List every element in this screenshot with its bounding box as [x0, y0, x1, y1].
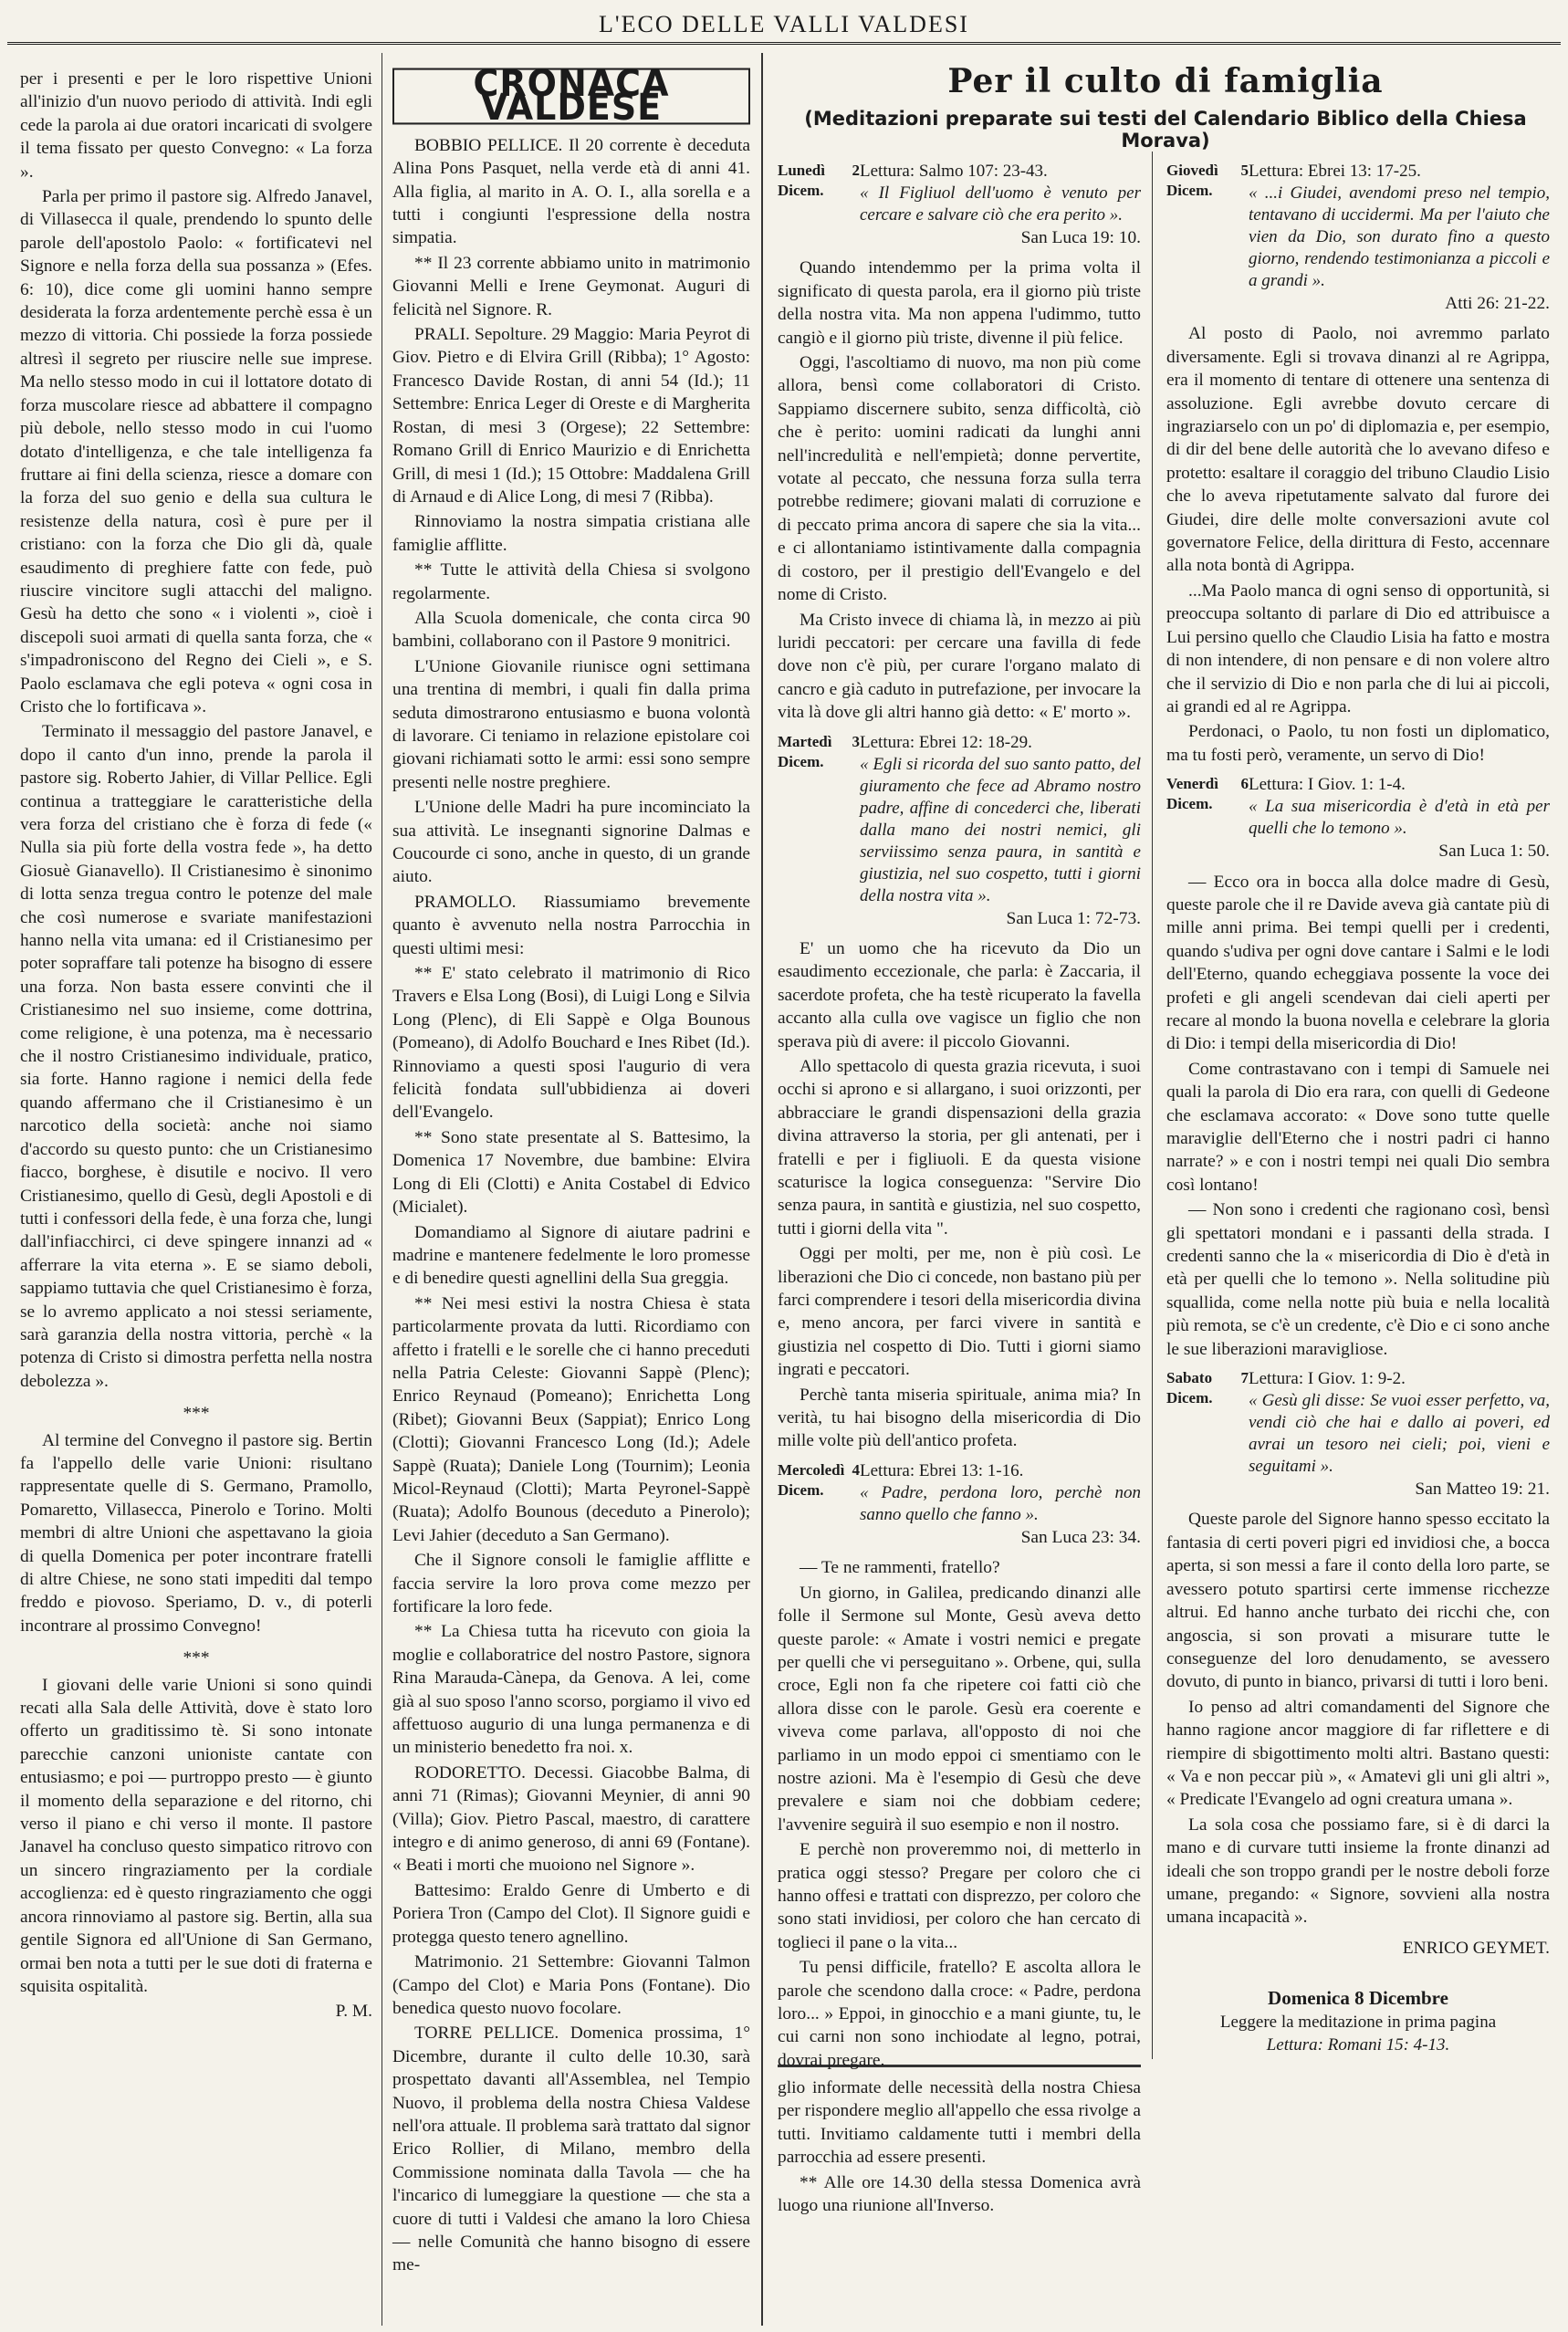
- meditation-reading-block: [1249, 161, 1550, 292]
- col4-signature: ENRICO GEYMET.: [1402, 1938, 1550, 1958]
- newspaper-title: L'ECO DELLE VALLI VALDESI: [599, 11, 969, 37]
- meditation-header: [778, 161, 1141, 226]
- meditation-paragraph: Oggi, l'ascoltiamo di nuovo, ma non più come allora, bensì come collaboratori di Cristo. Sappiamo discernere subito, senza difficoltà, ciò che è perito: uomini radicati da lunghi anni nell'incredulità e nell'empietà; donne pervertite, votate al peccato, che nessuna forza sulla terra potrebbe redimere; giovani malati di corruzione e di peccato prima ancora di sapere che sia la vita... e ci allontaniamo istintivamente dalla compagnia di costoro, per il prestigio dell'Evangelo e del nome di Cristo.: [778, 353, 1141, 605]
- meditation-reference: San Matteo 19: 21.: [1415, 1480, 1550, 1500]
- meditation-reading: Lettura: Ebrei 12: 18-29.: [860, 732, 1032, 752]
- col3-continuation-paragraph: ** Alle ore 14.30 della stessa Domenica avrà luogo una riunione all'Inverso.: [778, 2172, 1141, 2216]
- cronaca-paragraph: ** E' stato celebrato il matrimonio di Rico Travers e Elsa Long (Bosi), di Luigi Long e Silvia Long (Plenc), di Eli Sappè e Olga Bounous (Pomeano), di Adolfo Bouchard e Ines Ribet (Id.). Rinnoviamo a questi sposi l'augurio di vera felicità fondata sull'ubbidienza ai doveri dell'Evangelo.: [392, 964, 750, 1123]
- meditation-day: [1166, 774, 1550, 1361]
- meditation-reading: Lettura: Salmo 107: 23-43.: [860, 162, 1048, 181]
- col1-paragraph-0: per i presenti e per le loro rispettive Unioni all'inizio d'un nuovo periodo di attività. Indi egli cede la parola ai due oratori incaricati di svolgere il tema fissato per questo Convegno: « La forza ».: [20, 69, 372, 182]
- meditation-day: [778, 732, 1141, 1453]
- meditation-reference: San Luca 1: 72-73.: [1006, 908, 1141, 928]
- meditation-reference: San Luca 19: 10.: [1020, 228, 1141, 247]
- meditation-reference: San Luca 1: 50.: [1438, 842, 1550, 862]
- meditation-paragraph: ...Ma Paolo manca di ogni senso di opportunità, si preoccupa soltanto di parlare di Dio ed attribuisce a Lui persino quello che Claudio Lisia ha fatto e mostra di non intendere, di non pensare e di non volere altro che il servizio di Dio e non parla che di lui ai piccoli, ai grandi ed al re Agrippa.: [1166, 580, 1550, 716]
- meditation-paragraph: E perchè non proveremmo noi, di metterlo in pratica oggi stesso? Pregare per coloro che ci hanno offesi e trattati con disprezzo, per coloro che sono stati invidiosi, per coloro che han cercato di toglieci il pane o la vita...: [778, 1840, 1141, 1952]
- cronaca-paragraph: ** Nei mesi estivi la nostra Chiesa è stata particolarmente provata da lutti. Ricordiamo con affetto i fratelli e le sorelle che ci hanno preceduti nella Patria Celeste: Giovanni Sappè (Plenc); Enrico Reynaud (Pomeano); Enrichetta Long (Ribet); Giovanni Beux (Sappiat); Enrico Long (Clotti); Giovanni Francesco Long (Id.); Adele Sappè (Ruata); Daniele Long (Tournim); Leonia Micol-Reynaud (Clotti); Marta Peyronel-Sappè (Ruata); Adolfo Bounous (deceduto a Pinerolo); Levi Jahier (deceduto a San Germano).: [392, 1293, 750, 1545]
- meditation-dayname: Venerdì 6 Dicem.: [1166, 775, 1249, 813]
- meditation-paragraph: Io penso ad altri comandamenti del Signore che hanno ragione ancor maggiore di far riflettere e di riempire di sbigottimento molti altri. Bastano questi: « Va e non peccar più », « Amatevi gli uni gli altri », « Predicate l'Evangelo ad ogni creatura umana ».: [1166, 1697, 1550, 1810]
- meditation-reading: Lettura: Ebrei 13: 1-16.: [860, 1460, 1024, 1480]
- col1-stars-2: ***: [183, 1648, 210, 1668]
- meditation-reading-block: [860, 161, 1141, 226]
- meditation-paragraph: — Te ne rammenti, fratello?: [800, 1558, 1000, 1578]
- cronaca-paragraph: PRAMOLLO. Riassumiamo brevemente quanto è avvenuto nella nostra Parrocchia in questi ultimi mesi:: [392, 892, 750, 958]
- meditation-paragraph: Perchè tanta miseria spirituale, anima mia? In verità, tu hai bisogno della misericordia di Dio mille volte più dell'antico profeta.: [778, 1385, 1141, 1451]
- cronaca-paragraph: BOBBIO PELLICE. Il 20 corrente è deceduta Alina Pons Pasquet, nella verde età di anni 41. Alla figlia, al marito in A. O. I., alla sorella e a tutti i congiunti l'espressione della nostra simpatia.: [392, 135, 750, 248]
- column-4-meditations: [1166, 153, 1550, 2055]
- meditation-quote: « ...i Giudei, avendomi preso nel tempio, tentavano di uccidermi. Ma per l'aiuto che vien da Dio, son durato fino a questo giorno, rendendo testimonianza a piccoli e a grandi ».: [1249, 183, 1550, 290]
- cronaca-paragraph: Domandiamo al Signore di aiutare padrini e madrine e mantenere fedelmente le loro promesse e di benedire questi agnellini della Sua greggia.: [392, 1222, 750, 1289]
- meditation-header: [778, 732, 1141, 907]
- meditation-paragraph: Tu pensi difficile, fratello? E ascolta allora le parole che scendono dalla croce: « Padre, perdona loro... » Eppoi, in ginocchio e a mani giunte, tu, le cui carni non sono inchiodate al legno, potrai, dovrai pregare.: [778, 1958, 1141, 2070]
- cronaca-paragraph: RODORETTO. Decessi. Giacobbe Balma, di anni 71 (Rimas); Giovanni Meynier, di anni 90 (Villa); Giov. Pietro Pascal, maestro, di carattere integro e di animo generoso, di anni 69 (Fontane). « Beati i morti che muoiono nel Signore ».: [392, 1762, 750, 1876]
- meditation-header: [1166, 1368, 1550, 1478]
- col1-paragraph-2: Terminato il messaggio del pastore Janavel, e dopo il canto d'un inno, prende la parola il pastore sig. Roberto Jahier, di Villar Pellice. Egli continua a tratteggiare le caratteristiche della vera forza del cristiano che è forza di fede (« Nulla sia più forte della vostra fede », ha detto Giosuè Gianavello). Il Cristianesimo è sinonimo di lotta senza tregua contro le potenze del male che così numerose e svariate manifestazioni hanno nella vita umana: ed il Cristianesimo per poter sopraffare tali potenze ha bisogno di essere una forza. Non basta essere convinti che il Cristianesimo nel suo insieme, come dottrina, come religione, è una potenza, ma è necessario che il nostro Cristianesimo individuale, pratico, sia forte. Hanno ragione i nemici della fede quando affermano che il Cristianesimo è un narcotico della società: anche noi siamo d'accordo su questo punto: che un Cristianesimo fiacco, borghese, è disutile e nocivo. Il vero Cristianesimo, quello di Gesù, degli Apostoli e di tutti i confessori della fede, è una forza che, lungi dall'infiacchirci, ci deve spingere innanzi ad « afferrare la vita eterna ». E se siamo deboli, sappiamo tuttavia che quel Cristianesimo è forza, se lo avremo applicato a noi stessi seriamente, sarà garanzia della nostra vittoria, perchè « la potenza di Cristo si dimostra perfetta nella nostra debolezza ».: [20, 722, 372, 1391]
- meditation-reading-block: [1249, 774, 1550, 840]
- meditation-paragraph: Perdonaci, o Paolo, tu non fosti un diplomatico, ma tu fosti però, veramente, un servo di Dio!: [1166, 722, 1550, 765]
- column-1: [20, 68, 372, 2112]
- culto-title: Per il culto di famiglia: [947, 62, 1384, 100]
- meditation-day: [778, 1460, 1141, 2072]
- meditation-header: [1166, 161, 1550, 292]
- cronaca-paragraph: Matrimonio. 21 Settembre: Giovanni Talmon (Campo del Clot) e Maria Pons (Fontane). Dio benedica questo nuovo focolare.: [392, 1952, 750, 2018]
- meditation-paragraph: Come contrastavano con i tempi di Samuele nei quali la parola di Dio era rara, con quelli di Gedeone che esclamava accorato: « Dove sono tutte quelle maraviglie dell'Eterno che i nostri padri ci hanno narrate? » e con i nostri tempi nei quali Dio sembra così lontano!: [1166, 1059, 1550, 1195]
- meditation-reference: San Luca 23: 34.: [1020, 1527, 1141, 1547]
- meditation-paragraph: — Non sono i credenti che ragionano così, bensì gli spettatori mondani e i passanti della strada. I credenti sanno che la « misericordia di Dio è d'età in età per quelli che lo temono ». Nella solitudine più squallida, come nella notte più buia e nella località più remota, se c'è un credente, c'è Dio e ci sono anche le sue liberazioni maravigliose.: [1166, 1200, 1550, 1359]
- meditation-day: [1166, 1368, 1550, 1929]
- meditation-reading: Lettura: I Giov. 1: 1-4.: [1249, 775, 1406, 795]
- meditation-reading-block: [860, 1460, 1141, 1526]
- meditation-paragraph: Allo spettacolo di questa grazia ricevuta, i suoi occhi si aprono e si allargano, i suoi orizzonti, per abbracciare le grandi dispensazioni della grazia divina attraverso la storia, per gli antenati, per i fratelli e per i figliuoli. E da questa visione scaturisce la logica conseguenza: "Servire Dio senza paura, in santità e giustizia, nel suo cospetto, tutti i giorni della vita ".: [778, 1056, 1141, 1239]
- column-3-meditations: [778, 153, 1141, 2070]
- meditation-reading: Lettura: Ebrei 13: 17-25.: [1249, 162, 1421, 181]
- cronaca-paragraph: Che il Signore consoli le famiglie afflitte e faccia servire la loro prova come mezzo per fortificare la loro fede.: [392, 1551, 750, 1616]
- meditation-paragraph: — Ecco ora in bocca alla dolce madre di Gesù, queste parole che il re Davide aveva già cantate più di mille anni prima. Bei tempi quelli per i credenti, quando s'udiva per ogni dove cantare i Salmi e le lodi dell'Eterno, quando echeggiava possente la voce dei profeti e gli angeli scendevan dai cieli aperti per recare al mondo la buona novella e celebrare la gloria di Dio: i tempi della misericordia di Dio!: [1166, 872, 1550, 1054]
- sunday-title: Domenica 8 Dicembre: [1268, 1987, 1448, 2010]
- cronaca-title: CRONACA VALDESE: [392, 68, 750, 125]
- col1-paragraph-4: I giovani delle varie Unioni si sono quindi recati alla Sala delle Attività, dove è stato loro offerto un graditissimo tè. Si sono intonate parecchie canzoni unioniste cantate con entusiasmo; e poi — purtroppo presto — è giunto il momento della separazione e del ritorno, chi verso il piano e chi verso il monte. Il pastore Janavel ha concluso questo simpatico ritrovo con un sincero ringraziamento per la cordiale accoglienza: ed è questo ringraziamento che oggi ancora rinnoviamo al pastore sig. Bertin, alla sua gentile Signora ed all'Unione di San Germano, ormai ben nota a tutti per le sue doti di fraterna e squisita ospitalità.: [20, 1675, 372, 1996]
- stars-rule: [20, 2116, 372, 2117]
- sunday-line-1: Leggere la meditazione in prima pagina: [1219, 2012, 1497, 2032]
- meditation-header: [778, 1460, 1141, 1526]
- cronaca-paragraph: L'Unione Giovanile riunisce ogni settimana una trentina di membri, i quali fin dalla prima seduta dimostrarono entusiasmo e buona volontà di lavorare. Ci teniamo in relazione epistolare coi giovani richiamati sotto le armi: essi sono sempre presenti nelle nostre preghiere.: [392, 656, 750, 792]
- meditation-day: [1166, 161, 1550, 767]
- meditation-reading: Lettura: I Giov. 1: 9-2.: [1249, 1369, 1406, 1389]
- meditation-paragraph: La sola cosa che possiamo fare, si è di darci la mano e di curvare tutti insieme la fronte dinanzi ad ideali che son troppo grandi per le nostre deboli forze umane, pregando: « Signore, sovvieni alla nostra umana incapacità ».: [1166, 1814, 1550, 1928]
- meditation-dayname: Giovedì 5 Dicem.: [1166, 162, 1249, 199]
- cronaca-paragraph: L'Unione delle Madri ha pure incominciato la sua attività. Le insegnanti signorine Dalmas e Coucourde ci sono, anche in questo, di un grande aiuto.: [392, 798, 750, 887]
- col1-signature: P. M.: [335, 2002, 372, 2022]
- cronaca-paragraph: ** Tutte le attività della Chiesa si svolgono regolarmente.: [392, 560, 750, 603]
- meditation-reference: Atti 26: 21-22.: [1445, 294, 1550, 313]
- cronaca-paragraph: Rinnoviamo la nostra simpatia cristiana alle famiglie afflitte.: [392, 512, 750, 555]
- meditation-quote: « Egli si ricorda del suo santo patto, del giuramento che fece ad Abramo nostro padre, affine di concederci che, liberati dalla mano dei nostri nemici, gli serviissimo senza paura, in santità e giustizia, nel suo cospetto, tutti i giorni della nostra vita ».: [860, 754, 1141, 905]
- cronaca-paragraph: ** Sono state presentate al S. Battesimo, la Domenica 17 Novembre, due bambine: Elvira Long di Eli (Clotti) e Anita Costabel di Edvico (Micialet).: [392, 1127, 750, 1218]
- meditation-paragraph: E' un uomo che ha ricevuto da Dio un esaudimento eccezionale, che parla: è Zaccaria, il sacerdote profeta, che ha testè ricuperato la favella accanto alla culla ove vagisce un figlio che non sperava più di avere: il piccolo Giovanni.: [778, 938, 1141, 1051]
- meditation-quote: « Padre, perdona loro, perchè non sanno quello che fanno ».: [860, 1482, 1141, 1524]
- newspaper-header: [7, 7, 1561, 45]
- meditation-quote: « La sua misericordia è d'età in età per quelli che lo temono ».: [1249, 797, 1550, 839]
- meditation-day: [778, 161, 1141, 725]
- meditation-dayname: Sabato 7 Dicem.: [1166, 1369, 1249, 1407]
- column-rule-3: [1152, 152, 1153, 2059]
- meditation-paragraph: Oggi per molti, per me, non è più così. Le liberazioni che Dio ci concede, non bastano più per farci comprendere i tesori della misericordia divina e, meno ancora, per farci vivere in santità e giustizia nel cospetto di Dio. Tutti i giorni siamo ingrati e peccatori.: [778, 1244, 1141, 1380]
- col1-paragraph-3: Al termine del Convegno il pastore sig. Bertin fa l'appello delle varie Unioni: risultano rappresentate quelle di S. Germano, Pramollo, Pomaretto, Villasecca, Pinerolo e Torino. Molti membri di altre Unioni che aspettavano la gioia di quella Domenica per poter incontrare fratelli di altre Chiese, ne sono stati impediti dal tempo freddo e piovoso. Speriamo, D. v., di poterli incontrare al prossimo Convegno!: [20, 1430, 372, 1636]
- col1-stars-1: ***: [183, 1404, 210, 1424]
- meditation-quote: « Il Figliuol dell'uomo è venuto per cercare e salvare ciò che era perito ».: [860, 183, 1141, 225]
- column-3-continuation: [778, 2076, 1141, 2323]
- column-2-cronaca: [392, 62, 750, 2295]
- meditation-paragraph: Queste parole del Signore hanno spesso eccitato la fantasia di certi poveri pigri ed invidiosi che, a bocca aperta, si son messi a fare il conto della loro parte, se avessero potuto spartirsi certe immense ricchezze altrui. Ed hanno anche turbato dei ricchi che, con angoscia, si son provati a misurare tutte le conseguenze del loro denudamento, se avessero dovuto, di punto in bianco, privarsi di tutti i loro beni.: [1166, 1510, 1550, 1692]
- cronaca-paragraph: ** La Chiesa tutta ha ricevuto con gioia la moglie e collaboratrice del nostro Pastore, signora Rina Marauda-Cànepa, da Genova. A lei, come già al suo sposo l'anno scorso, porgiamo il vivo ed affettuoso augurio di una lunga permanenza e di un ministerio benedetto fra noi. x.: [392, 1622, 750, 1758]
- cronaca-paragraph: PRALI. Sepolture. 29 Maggio: Maria Peyrot di Giov. Pietro e di Elvira Grill (Ribba); 1° Agosto: Francesco Davide Rostan, di anni 54 (Id.); 11 Settembre: Enrica Leger di Oreste e di Margherita Rostan, di mesi 3 (Orgese); 22 Settembre: Romano Grill di Enrico Maurizio e di Enrichetta Grill, di mesi 1 (Id.); 15 Ottobre: Maddalena Grill di Arnaud e di Alice Long, di mesi 7 (Ribba).: [392, 325, 750, 507]
- sunday-line-2: Lettura: Romani 15: 4-13.: [1266, 2034, 1450, 2055]
- meditation-paragraph: Ma Cristo invece di chiama là, in mezzo ai più luridi peccatori: per cercare una favilla di fede dove non c'è più, per curare l'organo malato di cancro e già caduto in putrefazione, per invocare la vita là dove gli altri hanno già detto: « E' morto ».: [778, 610, 1141, 723]
- meditation-quote: « Gesù gli disse: Se vuoi esser perfetto, va, vendi ciò che hai e dallo ai poveri, ed avrai un tesoro nei cieli; poi, vieni e seguitami ».: [1249, 1391, 1550, 1477]
- col3-continuation-paragraph: glio informate delle necessità della nostra Chiesa per rispondere meglio all'appello che essa rivolge a tutti. Invitiamo caldamente tutti i membri della parrocchia ad essere presenti.: [778, 2078, 1141, 2168]
- meditation-reading-block: [1249, 1368, 1550, 1478]
- culto-subtitle: (Meditazioni preparate sui testi del Calendario Biblico della Chiesa Morava): [804, 108, 1527, 152]
- col1-paragraph-1: Parla per primo il pastore sig. Alfredo Janavel, di Villasecca il quale, prendendo lo spunto delle parole dell'apostolo Paolo: « fortificatevi nel Signore e nella forza della sua possanza » (Efes. 6: 10), dice come gli uomini hanno sempre desiderata la forza ardentemente perchè essa è un mezzo di vittoria. Chi possiede la forza possiede altresì il segreto per riuscire nelle sue imprese. Ma nello stesso modo in cui il lottatore dotato di forza muscolare riesce ad abbattere il compagno più debole, nello stesso modo in cui l'uomo dotato d'intelligenza, e che tale intelligenza fa fruttare ai fini della scienza, riesce a domare con la forza del suo genio e della sua cultura le resistenze della natura, così è pure per il cristiano: con la forza che Dio gli dà, quale esaudimento di preghiere fatte con fede, può riuscire vincitore sugli attacchi del maligno. Gesù ha detto che sono « i violenti », cioè i discepoli suoi armati di quella santa forza, che « s'impadroniscono del Regno dei Cieli », e S. Paolo esclamava che egli poteva « ogni cosa in Cristo che lo fortificava ».: [20, 187, 372, 716]
- meditation-paragraph: Al posto di Paolo, noi avremmo parlato diversamente. Egli si trovava dinanzi al re Agrippa, era il momento di tentare di ottenere una sentenza di assoluzione. Egli avrebbe dovuto cercare di ingraziarselo con un po' di diplomazia e, per esempio, di dir del bene delle autorità che lo avevano difeso e protetto: esaltare il coraggio del tribuno Claudio Lisio che lo aveva ripetutamente salvato dal furore dei Giudei, dire delle molte conversazioni avute col governatore Felice, della dirittura di Festo, accennare alla nota bontà di Agrippa.: [1166, 324, 1550, 576]
- column-rule-2: [761, 53, 763, 2326]
- cronaca-paragraph: TORRE PELLICE. Domenica prossima, 1° Dicembre, durante il culto delle 10.30, sarà prospettato davanti all'Assemblea, nel Tempio Nuovo, il problema della nostra Chiesa Valdese nell'ora attuale. Il problema sarà trattato dal signor Erico Rollier, di Milano, membro della Commissione nominata dalla Tavola — che ha l'incarico di lumeggiare la questione — che sta a cuore di tutti i Valdesi che amano la loro Chiesa — nelle Comunità che hanno bisogno di essere me-: [392, 2024, 750, 2275]
- meditation-dayname: Lunedì 2 Dicem.: [778, 162, 860, 199]
- meditation-paragraph: Un giorno, in Galilea, predicando dinanzi alle folle il Sermone sul Monte, Gesù aveva detto queste parole: « Amate i vostri nemici e pregate per quelli che vi perseguitano ». Orbene, qui, sulla croce, Egli non fa che ripetere coi fatti ciò che allora disse con le parole. Gesù era coerente e viveva come parlava, all'opposto di noi che parliamo in un modo eppoi ci smentiamo con le nostre azioni. Ma è l'esempio di Gesù che deve prevalere e siam noi che dobbiam cedere; l'avvenire seguirà il suo esempio e non il nostro.: [778, 1583, 1141, 1835]
- meditation-paragraph: Quando intendemmo per la prima volta il significato di questa parola, era il giorno più triste della nostra vita. Ma non appena l'udimmo, tutto cangiò e il giorno più triste, divenne il più felice.: [778, 258, 1141, 348]
- meditation-header: [1166, 774, 1550, 840]
- cronaca-paragraph: Alla Scuola domenicale, che conta circa 90 bambini, collaborano con il Pastore 9 monitrici.: [392, 608, 750, 652]
- meditation-dayname: Mercoledì 4 Dicem.: [778, 1460, 860, 1499]
- cronaca-body: [392, 134, 750, 2277]
- cronaca-paragraph: Battesimo: Eraldo Genre di Umberto e di Poriera Tron (Campo del Clot). Il Signore guidi e protegga questo tenero agnellino.: [392, 1880, 750, 1947]
- cronaca-paragraph: ** Il 23 corrente abbiamo unito in matrimonio Giovanni Melli e Irene Geymonat. Auguri di felicità nel Signore. R.: [392, 253, 750, 319]
- meditation-reading-block: [860, 732, 1141, 907]
- meditation-dayname: Martedì 3 Dicem.: [778, 732, 860, 770]
